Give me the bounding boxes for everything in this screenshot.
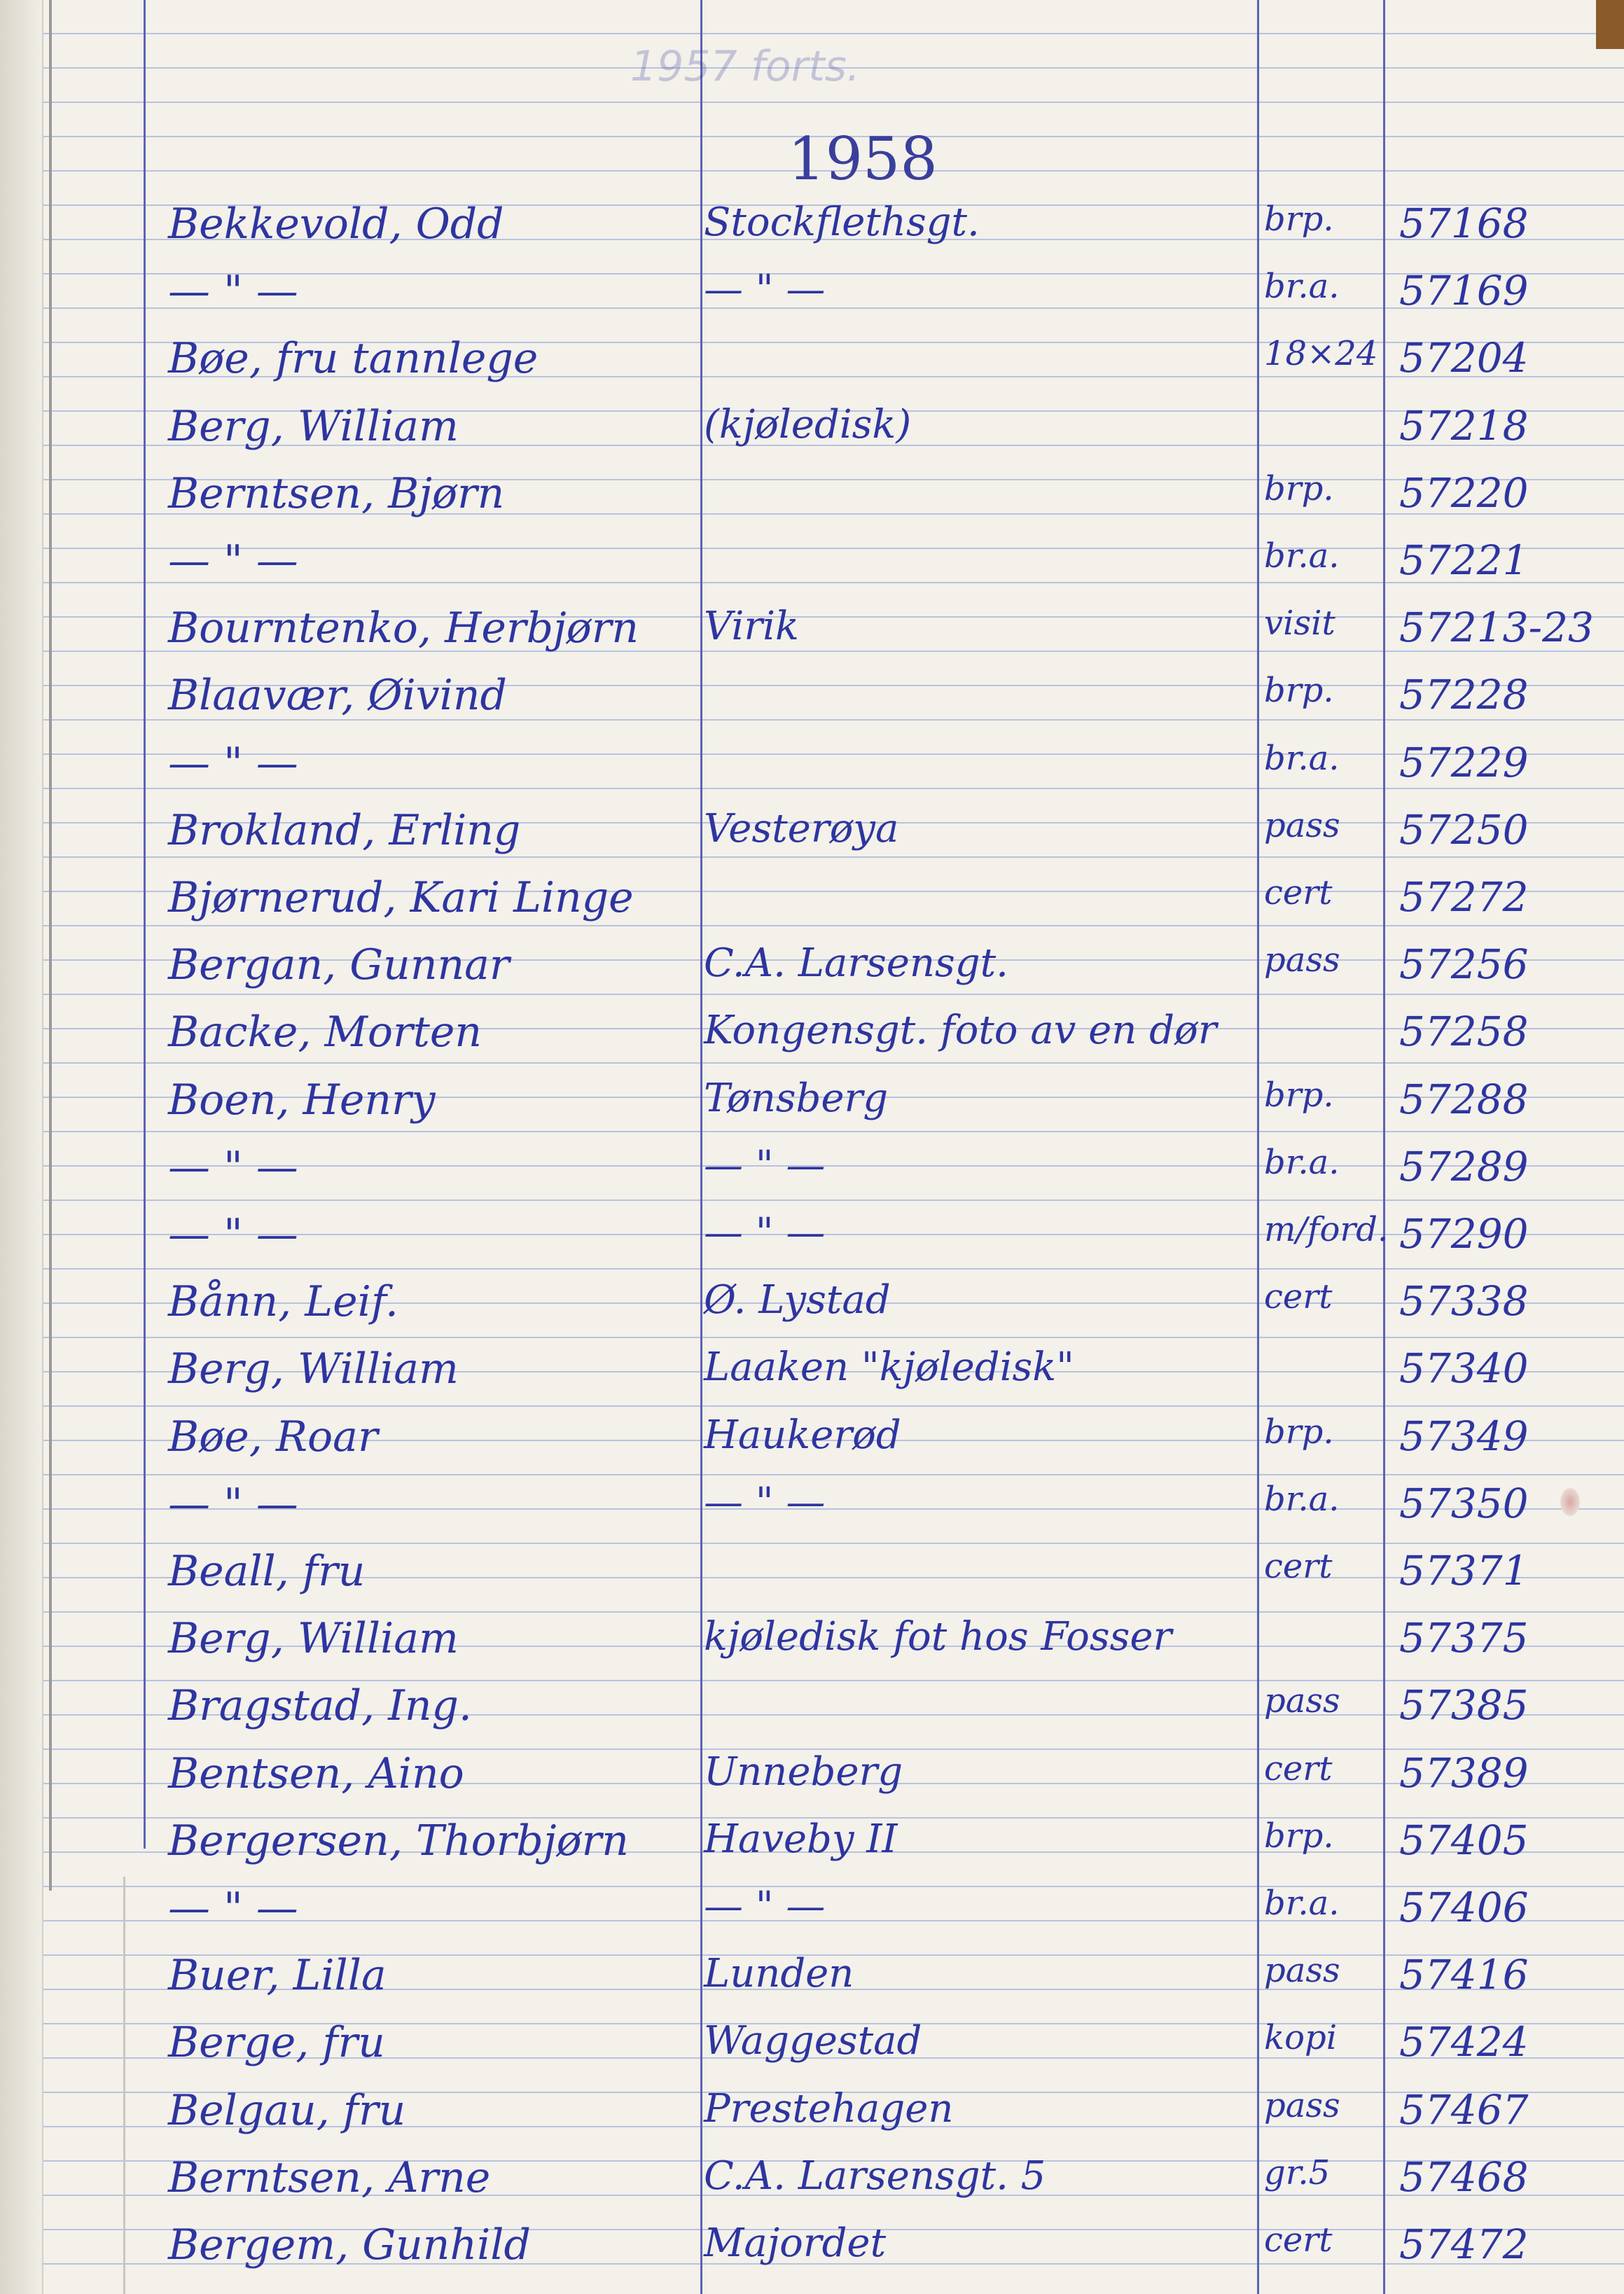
number-cell: 57272 <box>1399 873 1529 921</box>
type-cell: pass <box>1264 1951 1340 1991</box>
address-cell: C.A. Larsensgt. <box>704 940 1008 987</box>
address-cell: Majordet <box>704 2220 887 2266</box>
ledger-row <box>0 1412 1624 1480</box>
address-cell: Virik <box>704 604 799 650</box>
address-cell: kjøledisk fot hos Fosser <box>704 1614 1172 1660</box>
number-cell: 57371 <box>1399 1547 1529 1594</box>
name-cell: Bergersen, Thorbjørn <box>168 1816 629 1865</box>
address-cell: Haveby II <box>704 1816 898 1862</box>
type-cell: br.a. <box>1264 738 1340 778</box>
type-cell: brp. <box>1264 671 1334 711</box>
name-cell: Bourntenko, Herbjørn <box>168 604 639 653</box>
number-cell: 57213-23 <box>1399 604 1594 652</box>
ledger-row <box>0 1884 1624 1951</box>
year-heading: 1958 <box>788 125 938 193</box>
ledger-row <box>0 536 1624 604</box>
number-cell: 57228 <box>1399 671 1529 719</box>
name-cell: Bragstad, Ing. <box>168 1681 473 1731</box>
name-cell: Berg, William <box>168 1614 459 1664</box>
name-cell: Berg, William <box>168 1344 459 1394</box>
number-cell: 57289 <box>1399 1142 1529 1190</box>
ledger-row <box>0 604 1624 671</box>
ledger-row <box>0 940 1624 1008</box>
type-cell: brp. <box>1264 200 1334 239</box>
ledger-row <box>0 806 1624 873</box>
type-cell: cert <box>1264 1277 1333 1317</box>
type-cell: cert <box>1264 2220 1333 2260</box>
type-cell: br.a. <box>1264 1142 1340 1182</box>
type-cell: br.a. <box>1264 1479 1340 1519</box>
ledger-row <box>0 1816 1624 1884</box>
type-cell: pass <box>1264 2085 1340 2125</box>
name-cell: Bøe, Roar <box>168 1412 378 1461</box>
type-cell: br.a. <box>1264 267 1340 307</box>
number-cell: 57338 <box>1399 1277 1529 1326</box>
address-cell: — " — <box>704 1210 826 1256</box>
ledger-row <box>0 1008 1624 1075</box>
address-cell: Kongensgt. foto av en dør <box>704 1008 1217 1054</box>
number-cell: 57468 <box>1399 2153 1529 2201</box>
number-cell: 57406 <box>1399 1884 1529 1931</box>
name-cell: Bergan, Gunnar <box>168 940 510 990</box>
type-cell: visit <box>1264 604 1335 644</box>
ledger-row <box>0 1681 1624 1749</box>
type-cell: pass <box>1264 1681 1340 1721</box>
ledger-row <box>0 267 1624 334</box>
ledger-row <box>0 1210 1624 1277</box>
ledger-row <box>0 469 1624 536</box>
name-cell: Bergem, Gunhild <box>168 2220 531 2269</box>
ledger-row <box>0 2018 1624 2085</box>
name-cell: Buer, Lilla <box>168 1951 387 2001</box>
name-cell: Blaavær, Øivind <box>168 671 507 721</box>
number-cell: 57385 <box>1399 1681 1529 1730</box>
name-cell: — " — <box>168 1210 298 1259</box>
ledger-row <box>0 1547 1624 1614</box>
type-cell: pass <box>1264 940 1340 980</box>
number-cell: 57340 <box>1399 1344 1529 1393</box>
name-cell: Backe, Morten <box>168 1008 482 1057</box>
number-cell: 57229 <box>1399 738 1529 786</box>
ledger-row <box>0 671 1624 738</box>
address-cell: Ø. Lystad <box>704 1277 891 1323</box>
number-cell: 57220 <box>1399 468 1529 517</box>
name-cell: Bekkevold, Odd <box>168 200 504 249</box>
address-cell: — " — <box>704 267 826 313</box>
type-cell: brp. <box>1264 1816 1334 1856</box>
number-cell: 57389 <box>1399 1749 1529 1797</box>
number-cell: 57290 <box>1399 1210 1529 1258</box>
name-cell: — " — <box>168 1479 298 1529</box>
address-cell: Vesterøya <box>704 805 899 851</box>
name-cell: Berge, fru <box>168 2018 385 2068</box>
name-cell: Bjørnerud, Kari Linge <box>168 873 634 922</box>
name-cell: Bøe, fru tannlege <box>168 334 539 384</box>
address-cell: — " — <box>704 1884 826 1929</box>
ledger-row <box>0 1076 1624 1143</box>
number-cell: 57218 <box>1399 401 1529 450</box>
address-cell: Laaken "kjøledisk" <box>704 1344 1074 1391</box>
ledger-row <box>0 2220 1624 2288</box>
ledger-row <box>0 1951 1624 2018</box>
name-cell: Berntsen, Bjørn <box>168 468 505 518</box>
name-cell: Beall, fru <box>168 1547 366 1596</box>
number-cell: 57168 <box>1399 200 1529 247</box>
name-cell: Berg, William <box>168 401 459 451</box>
number-cell: 57250 <box>1399 805 1529 854</box>
type-cell: kopi <box>1264 2018 1338 2058</box>
number-cell: 57349 <box>1399 1412 1529 1460</box>
ledger-row <box>0 1480 1624 1547</box>
type-cell: cert <box>1264 1547 1333 1586</box>
ledger-row <box>0 1143 1624 1210</box>
cover-corner <box>1596 0 1624 49</box>
number-cell: 57472 <box>1399 2220 1529 2268</box>
ledger-row <box>0 1614 1624 1681</box>
address-cell: Unneberg <box>704 1749 903 1795</box>
number-cell: 57258 <box>1399 1008 1529 1056</box>
name-cell: — " — <box>168 536 298 585</box>
name-cell: — " — <box>168 267 298 317</box>
ledger-row <box>0 334 1624 401</box>
address-cell: Stockflethsgt. <box>704 200 980 245</box>
address-cell: Waggestad <box>704 2018 922 2064</box>
ledger-row <box>0 2153 1624 2220</box>
ledger-row <box>0 1344 1624 1412</box>
address-cell: Lunden <box>704 1951 854 1997</box>
number-cell: 57256 <box>1399 940 1529 989</box>
address-cell: Tønsberg <box>704 1075 889 1121</box>
ledger-row <box>0 1749 1624 1816</box>
ledger-row <box>0 739 1624 806</box>
address-cell: (kjøledisk) <box>704 401 912 447</box>
name-cell: Belgau, fru <box>168 2085 406 2135</box>
type-cell: br.a. <box>1264 536 1340 576</box>
number-cell: 57375 <box>1399 1614 1529 1662</box>
name-cell: Boen, Henry <box>168 1075 436 1125</box>
number-cell: 57467 <box>1399 2085 1529 2134</box>
bleed-through-heading: 1957 forts. <box>630 42 861 91</box>
name-cell: Bentsen, Aino <box>168 1749 464 1798</box>
ledger-row <box>0 1277 1624 1344</box>
number-cell: 57169 <box>1399 267 1529 315</box>
number-cell: 57424 <box>1399 2018 1529 2066</box>
address-cell: — " — <box>704 1479 826 1525</box>
name-cell: — " — <box>168 1142 298 1192</box>
address-cell: C.A. Larsensgt. 5 <box>704 2153 1046 2199</box>
address-cell: Haukerød <box>704 1412 901 1458</box>
ink-stain <box>1560 1488 1580 1516</box>
number-cell: 57221 <box>1399 536 1529 584</box>
name-cell: Brokland, Erling <box>168 805 521 855</box>
type-cell: brp. <box>1264 1412 1334 1452</box>
ledger-row <box>0 402 1624 469</box>
ledger-row <box>0 200 1624 267</box>
address-cell: — " — <box>704 1142 826 1188</box>
ledger-row <box>0 2086 1624 2153</box>
number-cell: 57288 <box>1399 1075 1529 1123</box>
number-cell: 57204 <box>1399 334 1529 382</box>
type-cell: cert <box>1264 1749 1333 1788</box>
type-cell: pass <box>1264 805 1340 845</box>
name-cell: — " — <box>168 738 298 788</box>
type-cell: 18×24 <box>1264 334 1378 374</box>
number-cell: 57350 <box>1399 1479 1529 1527</box>
type-cell: br.a. <box>1264 1884 1340 1923</box>
type-cell: brp. <box>1264 1075 1334 1115</box>
name-cell: — " — <box>168 1884 298 1933</box>
type-cell: gr.5 <box>1264 2153 1331 2192</box>
ledger-row <box>0 873 1624 940</box>
name-cell: Bånn, Leif. <box>168 1277 398 1327</box>
name-cell: Berntsen, Arne <box>168 2153 491 2202</box>
type-cell: cert <box>1264 873 1333 912</box>
number-cell: 57405 <box>1399 1816 1529 1864</box>
address-cell: Prestehagen <box>704 2085 954 2132</box>
type-cell: brp. <box>1264 468 1334 508</box>
type-cell: m/ford. <box>1264 1210 1389 1249</box>
number-cell: 57416 <box>1399 1951 1529 1999</box>
